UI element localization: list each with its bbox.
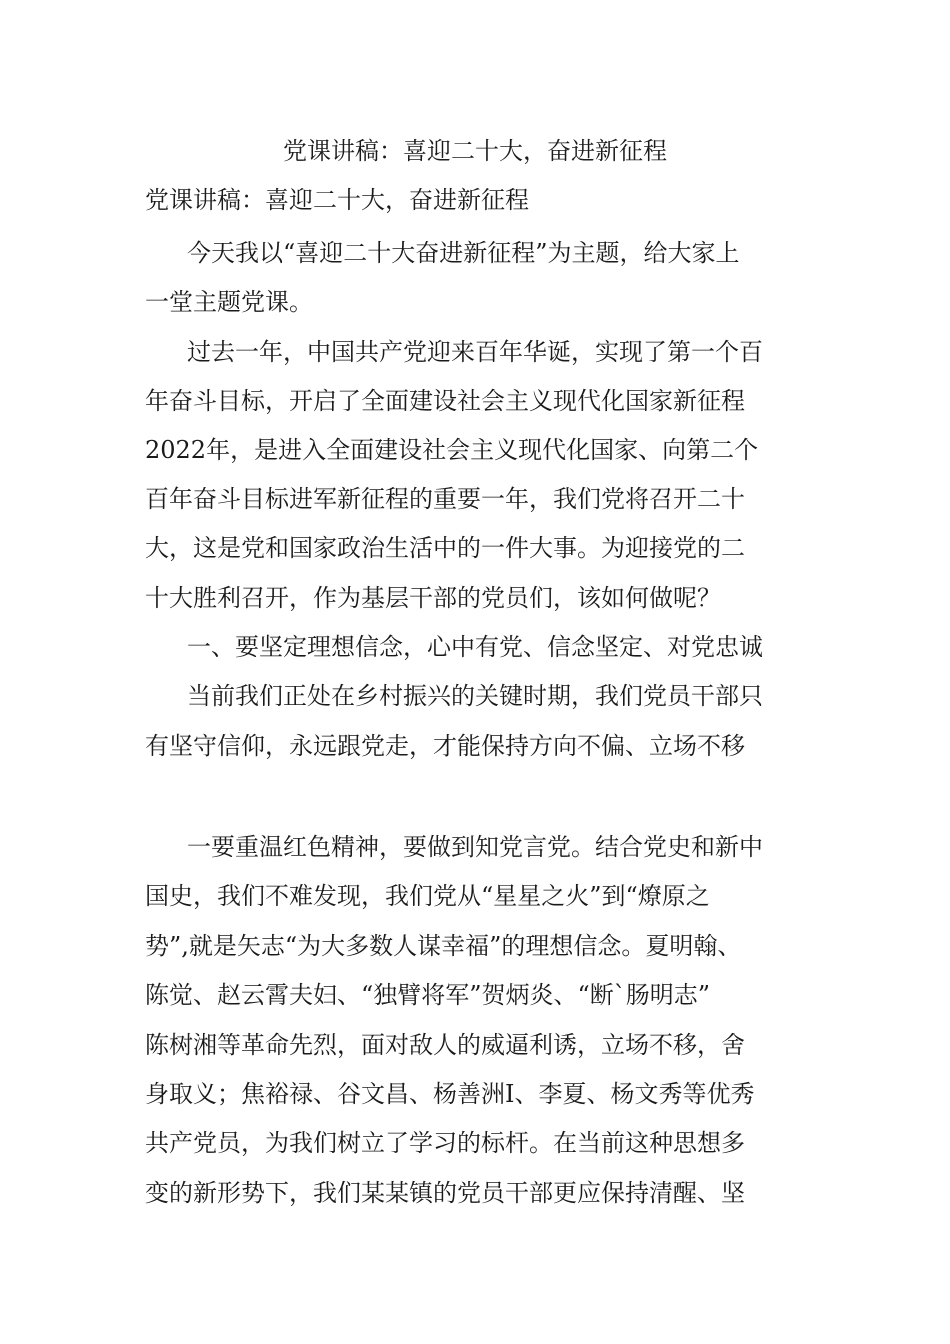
text-line: 十大胜利召开，作为基层干部的党员们，该如何做呢？ xyxy=(145,584,721,612)
text-line: 当前我们正处在乡村振兴的关键时期，我们党员干部只 xyxy=(187,682,763,710)
document-title: 党课讲稿：喜迎二十大，奋进新征程 xyxy=(283,137,667,165)
text-line: 年奋斗目标，开启了全面建设社会主义现代化国家新征程 xyxy=(145,387,745,415)
text-line: 共产党员，为我们树立了学习的标杆。在当前这种思想多 xyxy=(145,1129,745,1157)
text-line: 有坚守信仰，永远跟党走，才能保持方向不偏、立场不移 xyxy=(145,732,745,760)
text-line: 身取义；焦裕禄、谷文昌、杨善洲I、李夏、杨文秀等优秀 xyxy=(145,1080,755,1108)
text-line: 过去一年，中国共产党迎来百年华诞，实现了第一个百 xyxy=(187,338,763,366)
text-line: 百年奋斗目标进军新征程的重要一年，我们党将召开二十 xyxy=(145,485,745,513)
text-line: 国史，我们不难发现，我们党从“星星之火”到“燎原之 xyxy=(145,882,710,910)
text-line: 今天我以“喜迎二十大奋进新征程”为主题，给大家上 xyxy=(187,239,740,267)
text-line: 2022年，是进入全面建设社会主义现代化国家、向第二个 xyxy=(145,436,759,464)
text-line: 变的新形势下，我们某某镇的党员干部更应保持清醒、坚 xyxy=(145,1179,745,1207)
text-line: 陈树湘等革命先烈，面对敌人的威逼利诱，立场不移，舍 xyxy=(145,1031,745,1059)
document-subtitle: 党课讲稿：喜迎二十大，奋进新征程 xyxy=(145,186,529,214)
text-line: 陈觉、赵云霄夫妇、“独臂将军”贺炳炎、“断`肠明志” xyxy=(145,981,711,1009)
text-line: 一要重温红色精神，要做到知党言党。结合党史和新中 xyxy=(187,833,763,861)
section-heading: 一、要坚定理想信念，心中有党、信念坚定、对党忠诚 xyxy=(187,633,763,661)
text-line: 一堂主题党课。 xyxy=(145,288,313,316)
text-line: 势”,就是矢志“为大多数人谋幸福”的理想信念。夏明翰、 xyxy=(145,932,742,960)
text-line: 大，这是党和国家政治生活中的一件大事。为迎接党的二 xyxy=(145,534,745,562)
